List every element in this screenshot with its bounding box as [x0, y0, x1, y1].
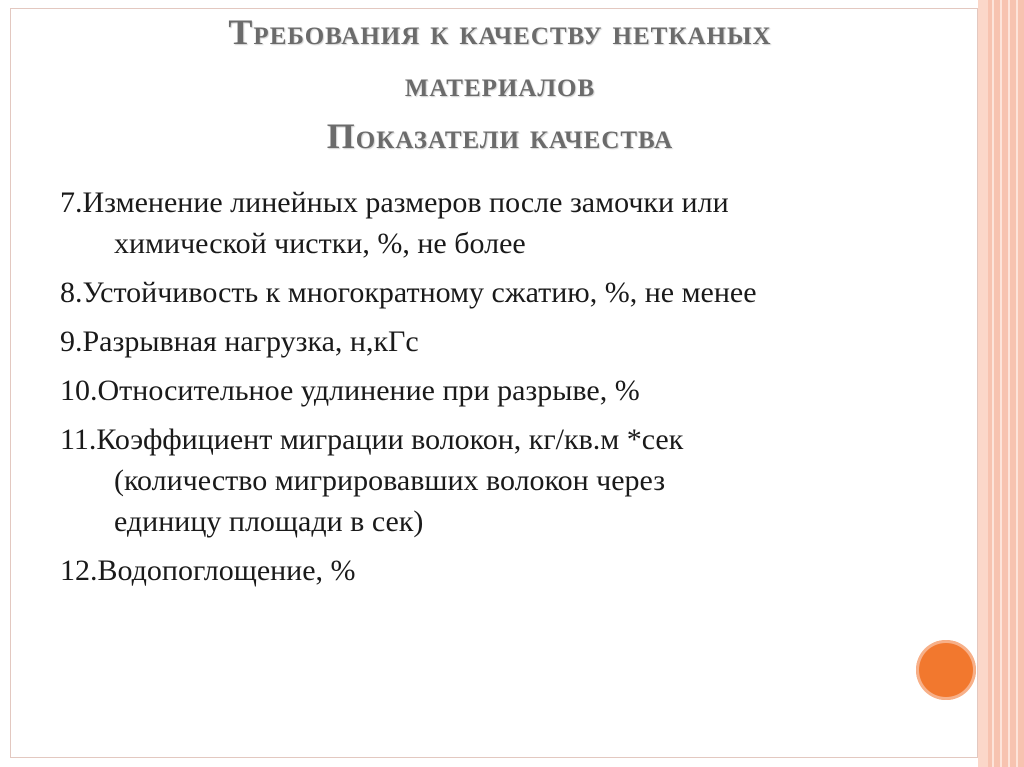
list-item-text: 8.Устойчивость к многократному сжатию, %, не менее [60, 276, 757, 309]
list-item-text: единицу площади в сек) [114, 505, 424, 538]
list-item-12 [60, 550, 920, 591]
quality-indicators-list [60, 182, 920, 599]
decorative-circle [916, 640, 976, 700]
list-item-text: (количество мигрировавших волокон через [114, 464, 666, 497]
list-item-10 [60, 370, 920, 411]
list-item-text: 12.Водопоглощение, % [60, 554, 356, 587]
title-line-2: материалов [404, 64, 596, 104]
list-item-7 [60, 182, 920, 264]
list-item-11 [60, 419, 920, 542]
list-item-text: 9.Разрывная нагрузка, н,кГс [60, 325, 419, 358]
title-line-3: Показатели качества [326, 116, 674, 156]
list-item-8 [60, 272, 920, 313]
title-line-1: Требования к качеству нетканых [228, 12, 772, 52]
slide-title [60, 6, 940, 162]
list-item-text: химической чистки, %, не более [114, 227, 526, 260]
list-item-text: 7.Изменение линейных размеров после замочки или [60, 186, 729, 219]
list-item-text: 11.Коэффициент миграции волокон, кг/кв.м *сек [60, 423, 684, 456]
list-item-text: 10.Относительное удлинение при разрыве, % [60, 374, 640, 407]
decorative-stripes [978, 0, 1024, 767]
list-item-9 [60, 321, 920, 362]
